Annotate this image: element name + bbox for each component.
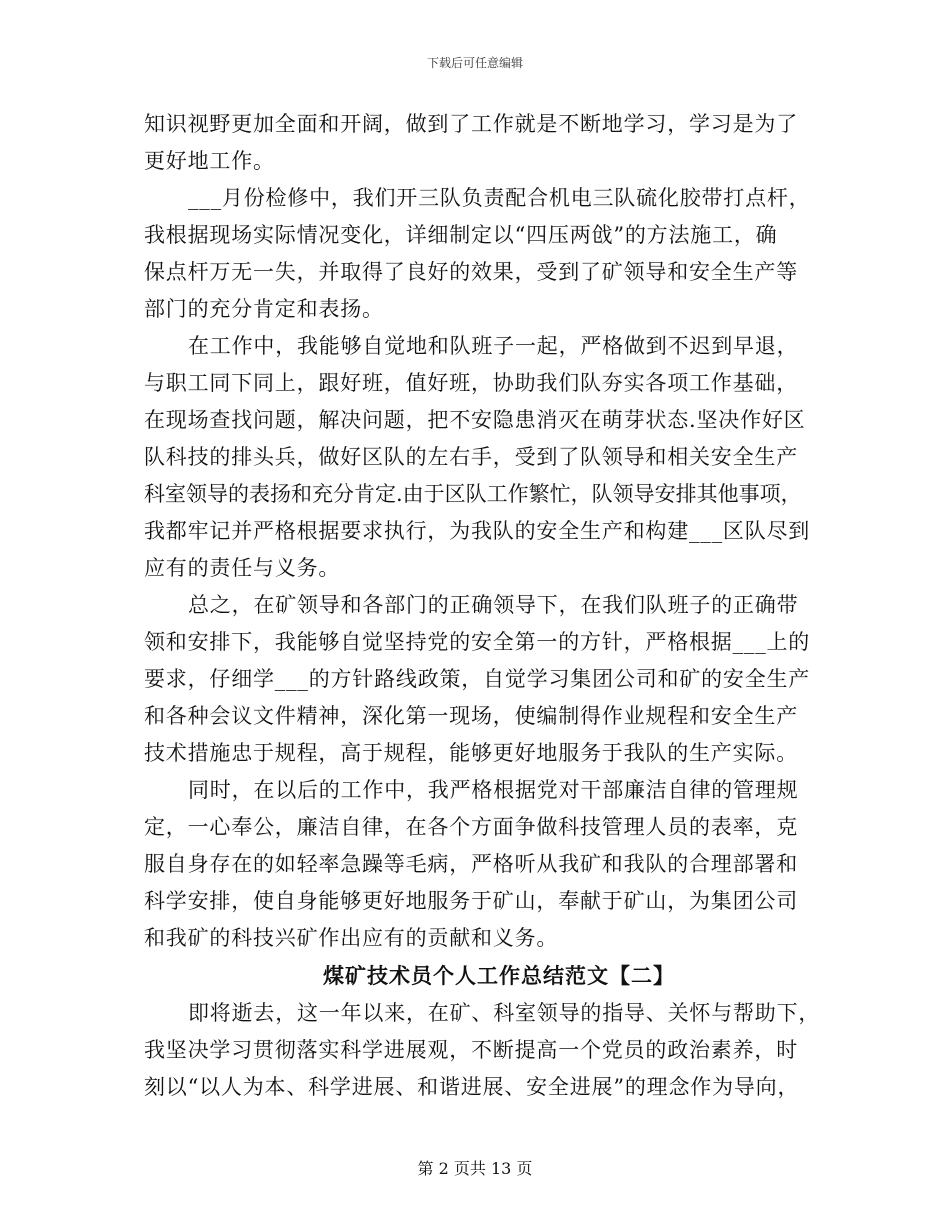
text-line: 领和安排下，我能够自觉坚持党的安全第一的方针，严格根据___上的	[144, 630, 811, 654]
text-line: 科学安排，使自身能够更好地服务于矿山，奉献于矿山，为集团公司	[144, 889, 798, 913]
text-line: 我根据现场实际情况变化，详细制定以“四压两戗”的方法施工，确	[144, 223, 778, 247]
text-line: 即将逝去，这一年以来，在矿、科室领导的指导、关怀与帮助下，	[188, 1001, 821, 1025]
text-line: 与职工同下同上，跟好班，值好班，协助我们队夯实各项工作基础，	[144, 371, 798, 395]
section-title: 煤矿技术员个人工作总结范文【二】	[323, 963, 675, 988]
page-footer: 第 2 页共 13 页	[417, 1159, 533, 1178]
page-header: 下载后可任意编辑	[426, 56, 523, 70]
text-line: 技术措施忠于规程，高于规程，能够更好地服务于我队的生产实际。	[144, 741, 798, 765]
text-line: ___月份检修中，我们开三队负责配合机电三队硫化胶带打点杆，	[188, 186, 811, 210]
text-line: 定，一心奉公，廉洁自律，在各个方面争做科技管理人员的表率，克	[144, 815, 798, 839]
text-line: 更好地工作。	[144, 149, 275, 173]
text-line: 我都牢记并严格根据要求执行，为我队的安全生产和构建___区队尽到	[144, 519, 811, 543]
text-line: 和各种会议文件精神，深化第一现场，使编制得作业规程和安全生产	[144, 704, 798, 728]
text-line: 和我矿的科技兴矿作出应有的贡献和义务。	[144, 926, 559, 950]
text-line: 在工作中，我能够自觉地和队班子一起，严格做到不迟到早退，	[188, 334, 799, 358]
text-line: 科室领导的表扬和充分肯定.由于区队工作繁忙，队领导安排其他事项，	[144, 482, 802, 506]
document-body	[144, 106, 824, 1106]
text-line: 知识视野更加全面和开阔，做到了工作就是不断地学习，学习是为了	[144, 112, 798, 136]
text-line: 应有的责任与义务。	[144, 556, 341, 580]
text-line: 要求，仔细学___的方针路线政策，自觉学习集团公司和矿的安全生产	[144, 667, 811, 691]
text-line: 在现场查找问题，解决问题，把不安隐患消灭在萌芽状态.坚决作好区	[144, 408, 806, 432]
text-line: 同时，在以后的工作中，我严格根据党对干部廉洁自律的管理规	[188, 778, 799, 802]
text-line: 我坚决学习贯彻落实科学进展观，不断提高一个党员的政治素养，时	[144, 1038, 798, 1062]
text-line: 刻以“以人为本、科学进展、和谐进展、安全进展”的理念作为导向，	[144, 1075, 800, 1099]
text-line: 服自身存在的如轻率急躁等毛病，严格听从我矿和我队的合理部署和	[144, 852, 798, 876]
text-line: 总之，在矿领导和各部门的正确领导下，在我们队班子的正确带	[188, 593, 799, 617]
text-line: 保点杆万无一失，并取得了良好的效果，受到了矿领导和安全生产等	[144, 260, 798, 284]
text-line: 队科技的排头兵，做好区队的左右手，受到了队领导和相关安全生产	[144, 445, 798, 469]
text-line: 部门的充分肯定和表扬。	[144, 297, 384, 321]
